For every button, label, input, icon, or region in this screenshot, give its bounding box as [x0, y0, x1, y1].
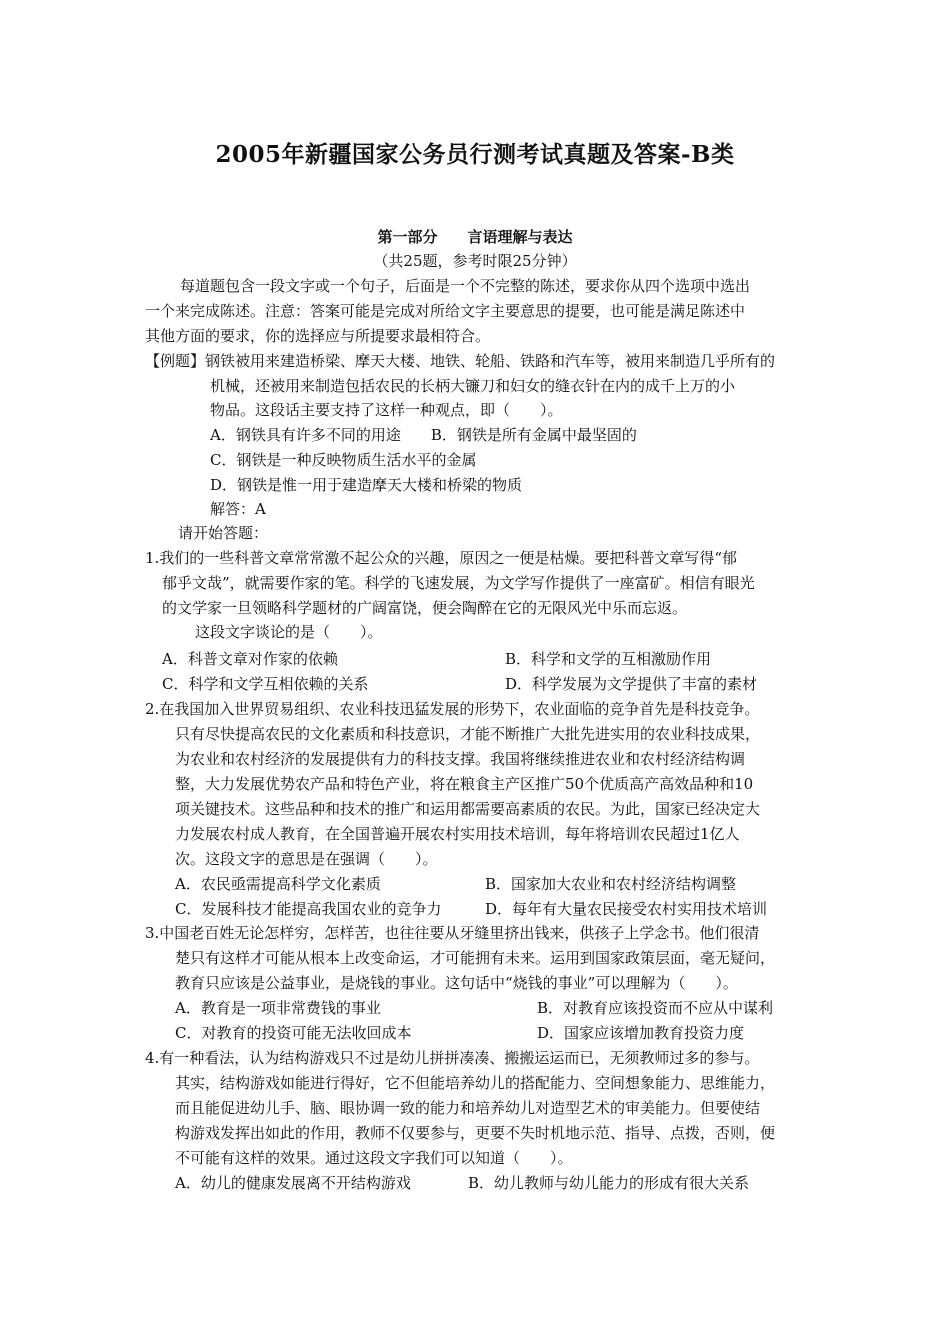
question-3-option-a: A．教育是一项非常费钱的事业 [175, 999, 381, 1017]
start-prompt: 请开始答题： [178, 524, 269, 542]
question-2-text: 整，大力发展优势农产品和特色产业，将在粮食主产区推广50个优质高产高效品种和10 [175, 775, 754, 793]
question-3-option-b: B．对教育应该投资而不应从中谋利 [537, 999, 774, 1017]
question-1-text: 郁乎文哉”，就需要作家的笔。科学的飞速发展，为文学写作提供了一座富矿。相信有眼光 [162, 574, 755, 592]
question-4-text: 而且能促进幼儿手、脑、眼协调一致的能力和培养幼儿对造型艺术的审美能力。但要使结 [175, 1099, 761, 1117]
section-subheading: （共25题，参考时限25分钟） [373, 252, 577, 270]
example-answer: 解答：A [210, 500, 266, 518]
question-2-option-a: A．农民亟需提高科学文化素质 [175, 875, 381, 893]
example-option: D．钢铁是惟一用于建造摩天大楼和桥梁的物质 [210, 476, 523, 494]
question-2-prompt: 次。这段文字的意思是在强调（ ）。 [175, 850, 438, 868]
question-2-text: 项关键技术。这些品种和技术的推广和运用都需要高素质的农民。为此，国家已经决定大 [175, 800, 761, 818]
question-1-text: 的文学家一旦领略科学题材的广阔富饶，便会陶醉在它的无限风光中乐而忘返。 [162, 599, 688, 617]
question-2-option-c: C．发展科技才能提高我国农业的竞争力 [175, 900, 442, 918]
question-2-text: 只有尽快提高农民的文化素质和科技意识，才能不断推广大批先进实用的农业科技成果， [175, 725, 761, 743]
question-4-text: 构游戏发挥出如此的作用，教师不仅要参与，更要不失时机地示范、指导、点拨，否则，便 [175, 1124, 776, 1142]
question-1-option-d: D．科学发展为文学提供了丰富的素材 [505, 675, 758, 693]
example-option: C．钢铁是一种反映物质生活水平的金属 [210, 451, 477, 469]
question-2-option-d: D．每年有大量农民接受农村实用技术培训 [485, 900, 768, 918]
intro-line: 一个来完成陈述。注意：答案可能是完成对所给文字主要意思的提要，也可能是满足陈述中 [145, 302, 746, 320]
question-3-text: 楚只有这样才可能从根本上改变命运，才可能拥有未来。运用到国家政策层面，毫无疑问， [175, 949, 776, 967]
intro-line: 其他方面的要求，你的选择应与所提要求最相符合。 [145, 327, 491, 345]
question-1-option-b: B．科学和文学的互相激励作用 [505, 650, 712, 668]
question-1-option-a: A．科普文章对作家的依赖 [162, 650, 338, 668]
question-2-option-b: B．国家加大农业和农村经济结构调整 [485, 875, 737, 893]
question-2-text: 2.在我国加入世界贸易组织、农业科技迅猛发展的形势下，农业面临的竞争首先是科技竞争。 [145, 700, 760, 718]
example-line: 机械，还被用来制造包括农民的长柄大镰刀和妇女的缝衣针在内的成千上万的小 [210, 377, 736, 395]
example-line: 物品。这段话主要支持了这样一种观点，即（ ）。 [210, 401, 563, 419]
intro-line: 每道题包含一段文字或一个句子，后面是一个不完整的陈述，要求你从四个选项中选出 [180, 277, 751, 295]
question-4-text: 其实，结构游戏如能进行得好，它不但能培养幼儿的搭配能力、空间想象能力、思维能力， [175, 1074, 776, 1092]
section-heading: 第一部分 言语理解与表达 [377, 228, 573, 246]
question-3-option-d: D．国家应该增加教育投资力度 [537, 1024, 745, 1042]
question-4-option-b: B．幼儿教师与幼儿能力的形成有很大关系 [468, 1174, 750, 1192]
question-2-text: 为农业和农村经济的发展提供有力的科技支撑。我国将继续推进农业和农村经济结构调 [175, 750, 746, 768]
question-1-prompt: 这段文字谈论的是（ ）。 [195, 623, 383, 641]
question-4-prompt: 不可能有这样的效果。通过这段文字我们可以知道（ ）。 [175, 1149, 573, 1167]
question-1-option-c: C．科学和文学互相依赖的关系 [162, 675, 369, 693]
question-3-prompt: 教育只应该是公益事业，是烧钱的事业。这句话中“烧钱的事业”可以理解为（ ）。 [175, 974, 738, 992]
document-title: 2005年新疆国家公务员行测考试真题及答案-B类 [215, 141, 735, 168]
question-3-text: 3.中国老百姓无论怎样穷，怎样苦，也往往要从牙缝里挤出钱来，供孩子上学念书。他们很清 [145, 924, 760, 942]
question-2-text: 力发展农村成人教育，在全国普遍开展农村实用技术培训，每年将培训农民超过1亿人 [175, 825, 740, 843]
example-line: 【例题】钢铁被用来建造桥梁、摩天大楼、地铁、轮船、铁路和汽车等，被用来制造几乎所有的 [145, 352, 776, 370]
question-4-text: 4.有一种看法，认为结构游戏只不过是幼儿拼拼凑凑、搬搬运运而已，无须教师过多的参与。 [145, 1049, 760, 1067]
question-3-option-c: C．对教育的投资可能无法收回成本 [175, 1024, 412, 1042]
question-1-text: 1.我们的一些科普文章常常激不起公众的兴趣，原因之一便是枯燥。要把科普文章写得“郁 [145, 549, 737, 567]
question-4-option-a: A．幼儿的健康发展离不开结构游戏 [175, 1174, 411, 1192]
example-option: A．钢铁具有许多不同的用途 B．钢铁是所有金属中最坚固的 [210, 426, 637, 444]
